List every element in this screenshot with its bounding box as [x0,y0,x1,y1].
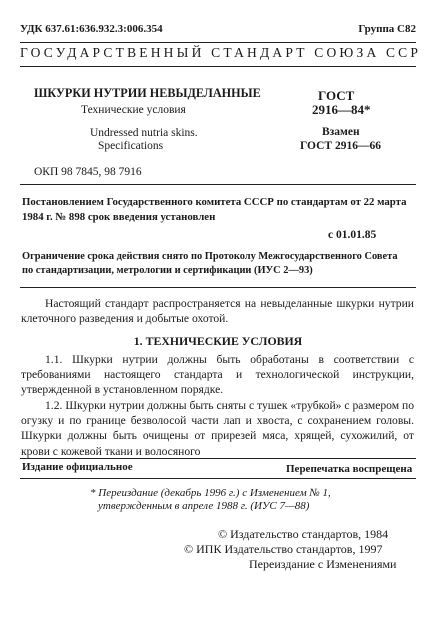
document-subtitle: Технические условия [81,104,186,116]
english-subtitle: Specifications [98,140,164,152]
document-title: ШКУРКИ НУТРИИ НЕВЫДЕЛАННЫЕ [34,86,261,100]
state-standard-heading: ГОСУДАРСТВЕННЫЙ СТАНДАРТ СОЮЗА ССР [20,45,422,60]
english-title: Undressed nutria skins. [90,127,198,139]
decree-line-2: 1984 г. № 898 срок введения установлен [22,211,216,223]
footer-rule [20,458,416,459]
introduction-date: с 01.01.85 [328,229,377,241]
paragraph-1-1: 1.1. Шкурки нутрии должны быть обработаны в соответствии с требованиями настоящего стандарта и технологической инструкции, утвержденной в установленном порядке. [21,353,414,397]
official-edition: Издание официальное [22,461,133,473]
reedition-note-1: * Переиздание (декабрь 1996 г.) с Изменением № 1, [90,487,331,499]
paragraph-1-2: 1.2. Шкурки нутрии должны быть сняты с тушек «трубкой» с размером по огузку и по границе безволосой части лап и хвоста, с сохранением головы. Шкурки должны быть очищены от прирезей мяса, хрящей, сухожилий, от крови с кожевой ткани и волосяного [21,399,414,458]
decree-rule [20,287,416,288]
decree-line-1: Постановлением Государственного комитета СССР по стандартам от 22 марта [22,196,407,208]
gost-label: ГОСТ [318,88,355,103]
section-title: 1. ТЕХНИЧЕСКИЕ УСЛОВИЯ [133,334,303,348]
footer-rule-bottom [20,478,416,479]
okp-code: ОКП 98 7845, 98 7916 [34,166,142,178]
reedition-note-2: утвержденным в апреле 1988 г. (ИУС 7—88) [98,500,310,512]
title-rule [20,184,416,185]
replaces-number: ГОСТ 2916—66 [300,140,381,152]
group-code: Группа С82 [358,23,416,35]
intro-paragraph: Настоящий стандарт распространяется на невыделанные шкурки нутрии клеточного разведения и добытые охотой. [21,297,414,326]
header-rule-bottom [20,66,416,67]
replaces-label: Взамен [322,126,360,138]
reprint-forbidden: Перепечатка воспрещена [286,463,413,475]
gost-number: 2916—84* [312,102,371,117]
restriction-line-2: по стандартизации, метрологии и сертификации (ИУС 2—93) [22,265,313,276]
header-rule-top [20,42,416,43]
restriction-line-1: Ограничение срока действия снято по Протоколу Межгосударственного Совета [22,251,398,262]
copyright-1984: © Издательство стандартов, 1984 [218,527,389,541]
reedition-with-changes: Переиздание с Изменениями [249,557,397,571]
copyright-1997: © ИПК Издательство стандартов, 1997 [184,542,383,556]
udk-code: УДК 637.61:636.932.3:006.354 [20,23,163,35]
